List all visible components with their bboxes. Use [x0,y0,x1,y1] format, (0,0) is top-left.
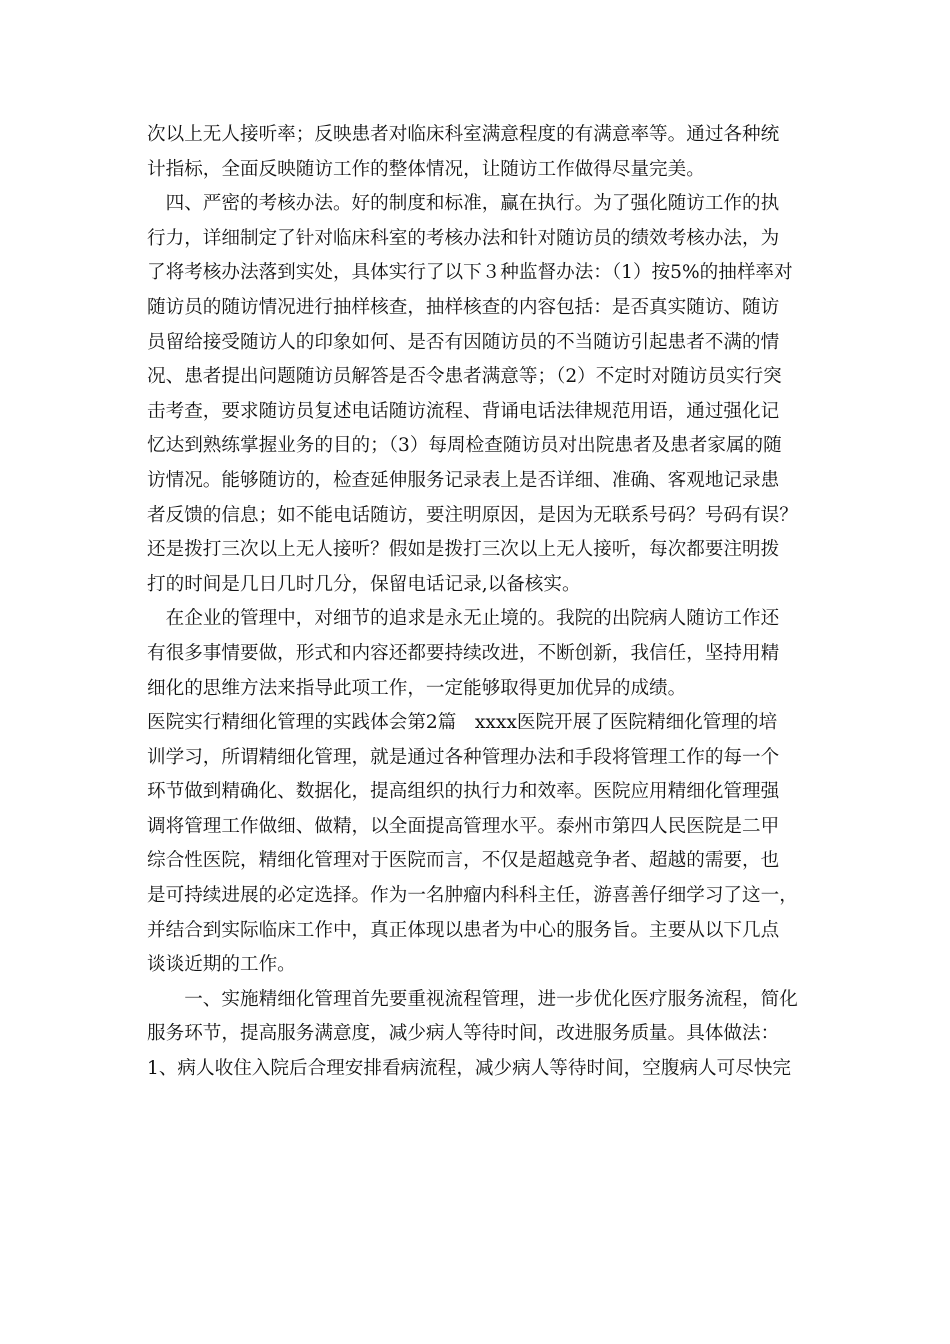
text-line: 细化的思维方法来指导此项工作，一定能够取得更加优异的成绩。 [147,677,687,699]
text-line: 谈谈近期的工作。 [147,954,296,976]
text-line: 了将考核办法落到实处，具体实行了以下３种监督办法：（1）按5%的抽样率对 [147,262,793,284]
text-line: 员留给接受随访人的印象如何、是否有因随访员的不当随访引起患者不满的情 [147,331,780,353]
text-line: 访情况。能够随访的，检查延伸服务记录表上是否详细、准确、客观地记录患 [147,469,780,491]
text-line: 行力，详细制定了针对临床科室的考核办法和针对随访员的绩效考核办法，为 [147,227,780,249]
text-line: 况、患者提出问题随访员解答是否令患者满意等；（2）不定时对随访员实行突 [147,366,782,388]
section-heading-line: 医院实行精细化管理的实践体会第2篇 xxxx医院开展了医院精细化管理的培 [147,712,778,734]
text-line: 计指标，全面反映随访工作的整体情况，让随访工作做得尽量完美。 [147,158,705,180]
text-line: 者反馈的信息；如不能电话随访，要注明原因，是因为无联系号码？号码有误？ [147,504,798,526]
text-line: 1、病人收住入院后合理安排看病流程，减少病人等待时间，空腹病人可尽快完 [147,1058,792,1080]
text-line: 在企业的管理中，对细节的追求是永无止境的。我院的出院病人随访工作还 [147,608,780,630]
text-line: 是可持续进展的必定选择。作为一名肿瘤内科科主任，游喜善仔细学习了这一， [147,885,798,907]
text-line: 打的时间是几日几时几分，保留电话记录,以备核实。 [147,573,581,595]
text-line: 综合性医院，精细化管理对于医院而言，不仅是超越竞争者、超越的需要，也 [147,850,780,872]
document-body [147,118,817,1087]
text-line: 训学习，所谓精细化管理，就是通过各种管理办法和手段将管理工作的每一个 [147,746,780,768]
text-line: 四、严密的考核办法。好的制度和标准，赢在执行。为了强化随访工作的执 [147,193,780,215]
text-line: 有很多事情要做，形式和内容还都要持续改进，不断创新，我信任，坚持用精 [147,642,780,664]
text-line: 环节做到精确化、数据化，提高组织的执行力和效率。医院应用精细化管理强 [147,781,780,803]
text-line: 忆达到熟练掌握业务的目的；（3）每周检查随访员对出院患者及患者家属的随 [147,435,782,457]
text-line: 随访员的随访情况进行抽样核查，抽样核查的内容包括：是否真实随访、随访 [147,296,780,318]
text-line: 调将管理工作做细、做精，以全面提高管理水平。泰州市第四人民医院是二甲 [147,815,780,837]
text-line: 还是拨打三次以上无人接听？假如是拨打三次以上无人接听，每次都要注明拨 [147,539,780,561]
text-line: 一、实施精细化管理首先要重视流程管理，进一步优化医疗服务流程，简化 [147,988,798,1010]
text-line: 次以上无人接听率；反映患者对临床科室满意程度的有满意率等。通过各种统 [147,124,780,145]
text-line: 击考查，要求随访员复述电话随访流程、背诵电话法律规范用语，通过强化记 [147,400,780,422]
text-line: 并结合到实际临床工作中，真正体现以患者为中心的服务旨。主要从以下几点 [147,919,780,941]
text-line: 服务环节，提高服务满意度，减少病人等待时间，改进服务质量。具体做法： [147,1023,780,1045]
